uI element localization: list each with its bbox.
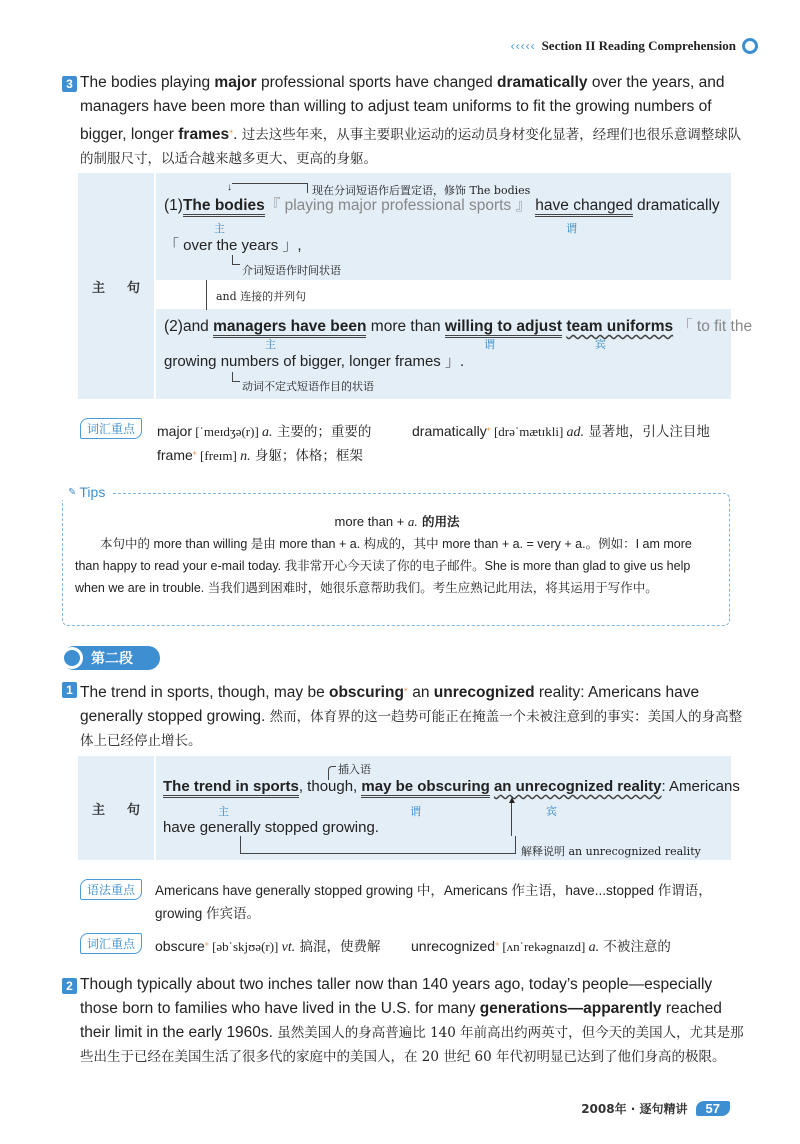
grammar-text: Americans have generally stopped growing 中，Americans 作主语，have...stopped 作谓语，growing 作宾语。 [155, 883, 712, 921]
vocab-meaning: 搞混，使费解 [295, 939, 381, 955]
header-section: Section II Reading Comprehension [541, 38, 736, 53]
tips-title: Tips [79, 484, 106, 500]
predicate-may-be-obscuring: may be obscuring [361, 778, 489, 798]
insertion-though: , though, [298, 778, 362, 795]
explanation-bracket [240, 836, 516, 854]
magnifier-icon [742, 38, 758, 54]
tips-body: 本句中的 more than willing 是由 more than + a. 构成的，其中 more than + a. = very + a.。例如：I am more than happy to read your e-mail today. 我非常开心今天读了你的电子邮件。She is more than glad to give us help when we are in trouble. 当我们遇到困难时，她很乐意帮助我们。考生应熟记此用法，将其运用于写作中。 [75, 537, 692, 595]
keyword-frames: frames [178, 126, 230, 144]
phonetic: [ˈmeɪdʒə(r)] [192, 424, 263, 439]
role-subject: 主 [214, 222, 225, 235]
more-than: more than [366, 318, 445, 335]
main-clause-label [78, 756, 154, 860]
part-of-speech: a. [262, 425, 273, 440]
p1-translation: 然而，体育界的这一趋势可能正在掩盖一个未被注意到的事实：美国人的身高整体上已经停止增长。 [80, 709, 743, 750]
keyword-dramatically: dramatically [497, 74, 588, 91]
insertion-note: 插入语 [338, 763, 371, 776]
infinitive-start: 「 to fit the [677, 318, 753, 335]
p3-text: . [233, 126, 242, 144]
vocab-frame [157, 444, 363, 465]
clause-number: (2)and [164, 318, 214, 335]
predicate-willing: willing to adjust [445, 318, 562, 338]
vocab-dramatically [412, 420, 710, 441]
tips-heading-cn: 的用法 [417, 514, 460, 529]
vocab-major [157, 420, 371, 441]
keyword-generations: generations [479, 1000, 568, 1017]
vocab-meaning: 不被注意的 [599, 939, 671, 955]
keyword-apparently: apparently [583, 1000, 662, 1017]
label-main: 主 [91, 802, 105, 818]
arrow-down-icon: ↓ [227, 182, 232, 193]
vocab-obscure [155, 935, 381, 956]
analysis2-line2: have generally stopped growing. [163, 819, 379, 836]
vocab-word: major [157, 423, 193, 439]
vocab-word: frame [157, 447, 193, 463]
vocab-word: dramatically [412, 423, 487, 439]
subject-managers: managers have been [213, 318, 366, 338]
analysis1-line1 [164, 193, 720, 215]
label-sentence: 句 [127, 802, 141, 818]
p2-text: Though typically about two inches taller now than 140 years ago, today’s people—especially those born to families who have lived in the U.S. for many [80, 976, 713, 1017]
main-clause-label [78, 173, 154, 399]
vocab-tag: 词汇重点 [80, 418, 142, 439]
pencil-icon: ✎ [68, 486, 77, 498]
tips-heading-pos: a. [407, 514, 418, 529]
part-of-speech: n. [240, 449, 251, 464]
analysis1-line4: growing numbers of bigger, longer frames 」. [164, 353, 465, 370]
role-object: 宾 [546, 805, 557, 818]
magnifier-icon [61, 647, 83, 669]
p2-text: reached their limit in the early 1960s. [80, 1000, 722, 1041]
role-object: 宾 [595, 338, 606, 351]
purpose-adverbial-note: 动词不定式短语作目的状语 [242, 380, 374, 393]
paragraph-number: 2 [62, 978, 77, 994]
grammar-tag: 语法重点 [80, 879, 142, 900]
paragraph-2 [80, 973, 750, 1069]
arrow-up-head: ▲ [507, 795, 517, 806]
p3-text: over the years, and managers have been more than willing to adjust team uniforms to fit the growing numbers of bigger, longer [80, 74, 725, 144]
p1-text: an [407, 684, 434, 702]
role-predicate: 谓 [566, 222, 577, 235]
vocab-word: obscure [155, 938, 205, 954]
header-arrows: ‹‹‹‹‹ [510, 39, 536, 53]
analysis2-line1 [163, 778, 740, 795]
analysis1-line3 [164, 314, 752, 336]
star-icon: ⁎ [229, 126, 234, 135]
p3-translation: 过去这些年来，从事主要职业运动的运动员身材变化显著，经理们也很乐意调整球队的制服尺寸，以适合越来越多更大、更高的身躯。 [80, 127, 742, 168]
adverb: dramatically [632, 197, 720, 214]
page-number: 57 [696, 1101, 730, 1116]
part-of-speech: a. [588, 940, 600, 955]
explanation-note: 解释说明 an unrecognized reality [521, 845, 701, 858]
bracket-line [232, 183, 308, 193]
section-heading [62, 646, 160, 670]
predicate-have-changed: have changed [535, 197, 632, 217]
analysis1-line2: 「 over the years 」, [164, 237, 302, 254]
footer-label: 2008年 · 逐句精讲 [581, 1102, 688, 1116]
star-icon: ⁎ [403, 684, 408, 693]
p1-text: reality: Americans have generally stopped growing. [80, 684, 700, 726]
running-header [511, 38, 758, 54]
paragraph-1 [80, 677, 750, 753]
subject-the-trend: The trend in sports [163, 778, 299, 798]
phonetic: [əbˈskjʊə(r)] [208, 939, 282, 954]
part-of-speech: ad. [566, 425, 585, 440]
phonetic: [drəˈmætɪkli] [490, 424, 567, 439]
clause-number: (1) [164, 197, 183, 214]
role-predicate: 谓 [484, 338, 495, 351]
role-predicate: 谓 [410, 805, 421, 818]
role-subject: 主 [265, 338, 276, 351]
vocab-word: unrecognized [411, 938, 496, 954]
tips-label [62, 484, 111, 500]
star-icon: ⁎ [486, 423, 491, 433]
dash: — [567, 1000, 584, 1017]
and-coordinate-note: and 连接的并列句 [216, 290, 307, 303]
p3-text: professional sports have changed [256, 74, 498, 91]
object-team-uniforms: team uniforms [566, 318, 674, 335]
keyword-major: major [214, 74, 257, 91]
and-connector-line [206, 280, 207, 310]
tips-heading [80, 512, 714, 530]
paragraph-number: 1 [62, 682, 77, 698]
part-of-speech: vt. [281, 940, 296, 955]
object-reality: an unrecognized reality [493, 778, 662, 795]
hook-arrow-icon [232, 255, 240, 265]
p2-translation: 虽然美国人的身高普遍比 140 年前高出约两英寸，但今天的美国人，尤其是那些出生于已经在美国生活了很多代的家庭中的美国人，在 20 世纪 60 年代初明显已达到了他们身高的极限。 [80, 1025, 744, 1065]
vocab-meaning: 身躯；体格；框架 [250, 448, 363, 464]
keyword-obscuring: obscuring [329, 684, 404, 702]
p3-text: The bodies playing [80, 74, 215, 91]
label-sentence: 句 [127, 280, 141, 296]
section-title: 第二段 [91, 651, 133, 667]
role-subject: 主 [218, 805, 229, 818]
time-adverbial-note: 介词短语作时间状语 [242, 264, 341, 277]
vocab-meaning: 显著地，引人注目地 [584, 424, 710, 440]
star-icon: ⁎ [495, 938, 500, 948]
vocab-unrecognized [411, 935, 671, 956]
participle-phrase: 『 playing major professional sports 』 [264, 197, 531, 214]
paragraph-number: 3 [62, 76, 77, 92]
phonetic: [ʌnˈrekəgnaɪzd] [499, 939, 589, 954]
star-icon: ⁎ [204, 938, 209, 948]
tips-heading-text: more than + [334, 514, 408, 529]
phonetic: [freɪm] [196, 448, 241, 463]
appositive-start: : Americans [661, 778, 740, 795]
postmodifier-note: 现在分词短语作后置定语，修饰 The bodies [312, 184, 531, 197]
vocab-tag: 词汇重点 [80, 933, 142, 954]
label-main: 主 [91, 280, 105, 296]
hook-arrow-icon [232, 372, 240, 382]
paragraph-3 [80, 71, 750, 171]
star-icon: ⁎ [192, 447, 197, 457]
keyword-unrecognized: unrecognized [433, 684, 535, 702]
footer [581, 1100, 730, 1117]
p1-text: The trend in sports, though, may be [80, 684, 329, 702]
subject-the-bodies: The bodies [183, 197, 265, 217]
vocab-meaning: 主要的；重要的 [272, 424, 372, 440]
